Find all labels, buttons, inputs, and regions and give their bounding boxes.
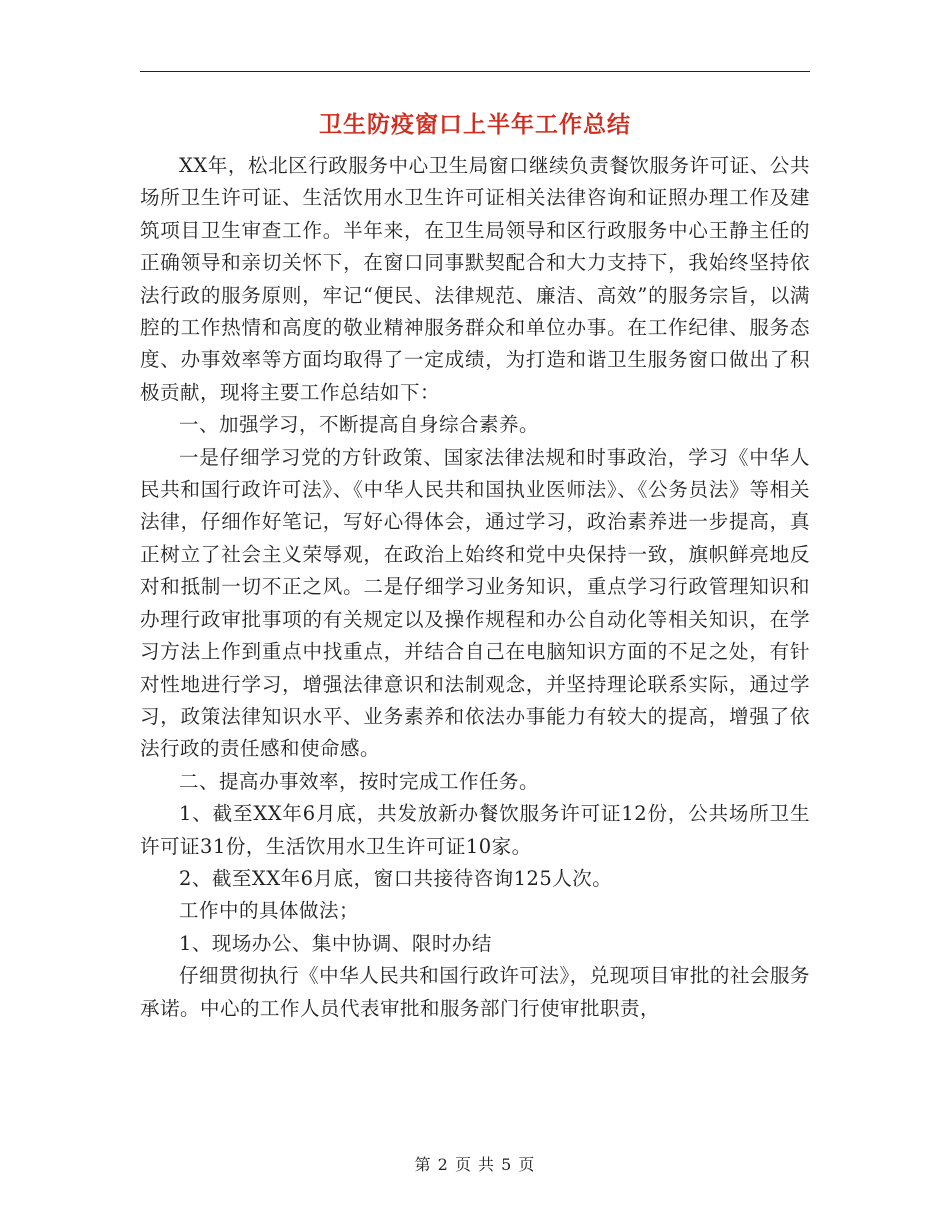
header-rule (140, 71, 810, 72)
document-body (140, 150, 810, 1025)
document-title: 卫生防疫窗口上半年工作总结 (319, 111, 631, 138)
paragraph-method-1: 1、现场办公、集中协调、限时办结 (179, 931, 492, 955)
paragraph-method-1-body: 仔细贯彻执行《中华人民共和国行政许可法》，兑现项目审批的社会服务承诺。中心的工作人员代表审批和服务部门行使审批职责， (140, 964, 810, 1020)
page-footer: 第 2 页 共 5 页 (414, 1155, 536, 1174)
paragraph-intro: XX年，松北区行政服务中心卫生局窗口继续负责餐饮服务许可证、公共场所卫生许可证、生活饮用水卫生许可证相关法律咨询和证照办理工作及建筑项目卫生审查工作。半年来，在卫生局领导和区行政服务中心王静主任的正确领导和亲切关怀下，在窗口同事默契配合和大力支持下，我始终坚持依法行政的服务原则，牢记“便民、法律规范、廉洁、高效”的服务宗旨，以满腔的工作热情和高度的敬业精神服务群众和单位办事。在工作纪律、服务态度、办事效率等方面均取得了一定成绩，为打造和谐卫生服务窗口做出了积极贡献，现将主要工作总结如下： (140, 154, 810, 404)
paragraph-item-1: 1、截至XX年6月底，共发放新办餐饮服务许可证12份，公共场所卫生许可证31份，生活饮用水卫生许可证10家。 (140, 802, 810, 858)
paragraph-methods-lead: 工作中的具体做法； (179, 899, 360, 923)
paragraph-item-2: 2、截至XX年6月底，窗口共接待咨询125人次。 (179, 866, 613, 890)
heading-section-1: 一、加强学习，不断提高自身综合素养。 (179, 413, 540, 437)
heading-section-2: 二、提高办事效率，按时完成工作任务。 (179, 769, 540, 793)
paragraph-study: 一是仔细学习党的方针政策、国家法律法规和时事政治，学习《中华人民共和国行政许可法》、《中华人民共和国执业医师法》、《公务员法》等相关法律，仔细作好笔记，写好心得体会，通过学习，政治素养进一步提高，真正树立了社会主义荣辱观，在政治上始终和党中央保持一致，旗帜鲜亮地反对和抵制一切不正之风。二是仔细学习业务知识，重点学习行政管理知识和办理行政审批事项的有关规定以及操作规程和办公自动化等相关知识，在学习方法上作到重点中找重点，并结合自己在电脑知识方面的不足之处，有针对性地进行学习，增强法律意识和法制观念，并坚持理论联系实际，通过学习，政策法律知识水平、业务素养和依法办事能力有较大的提高，增强了依法行政的责任感和使命感。 (140, 445, 810, 761)
